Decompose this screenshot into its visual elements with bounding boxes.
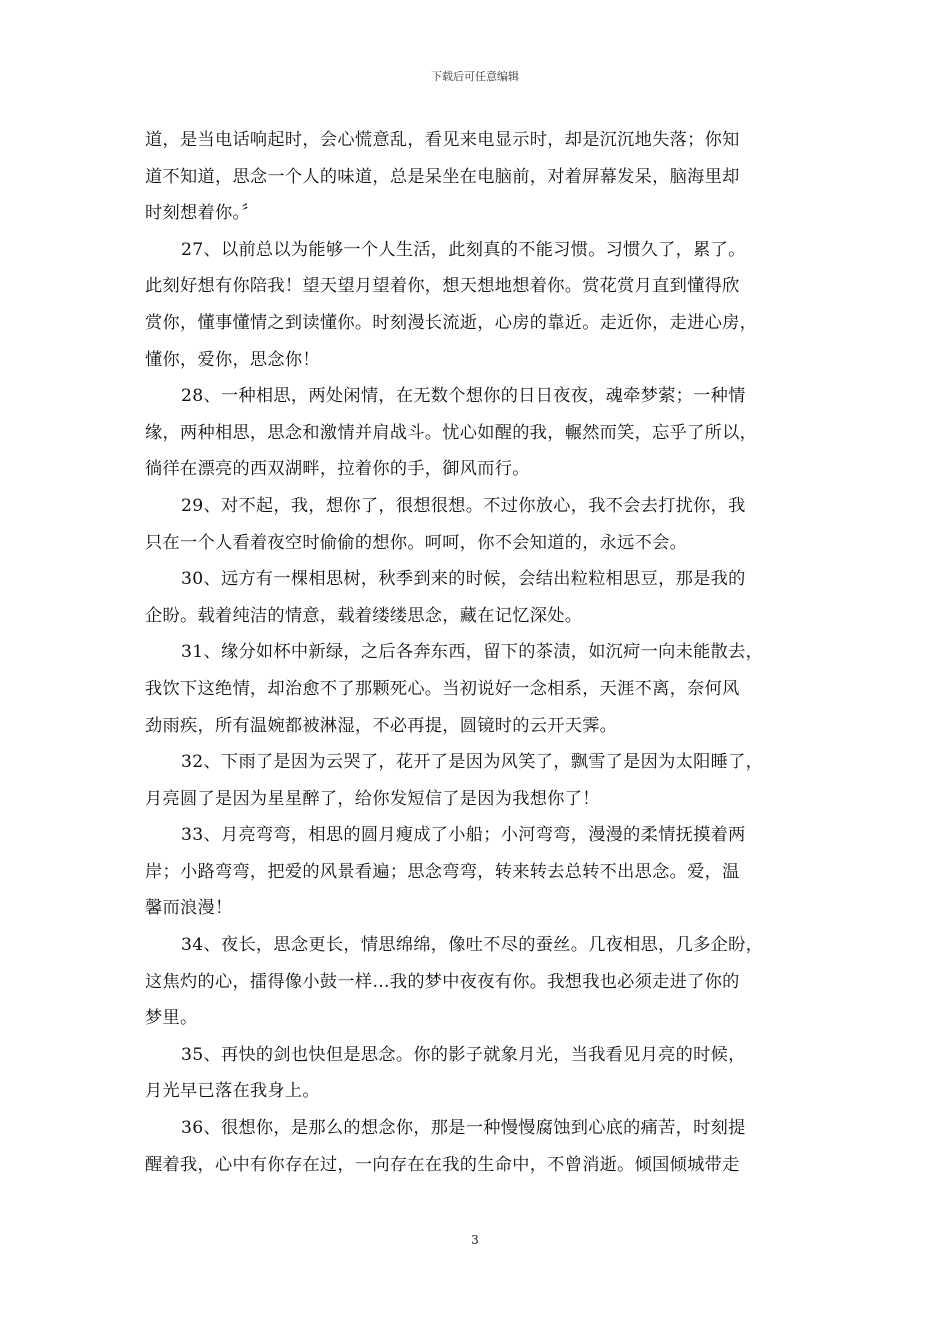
text-line: 33、月亮弯弯，相思的圆月瘦成了小船；小河弯弯，漫漫的柔情抚摸着两 [181,825,746,846]
text-line: 劲雨疾，所有温婉都被淋湿，不必再提，圆镜时的云开天霁。 [145,715,618,736]
text-line: 岸；小路弯弯，把爱的风景看遍；思念弯弯，转来转去总转不出思念。爱，温 [145,861,740,882]
text-line: 我饮下这绝情，却治愈不了那颗死心。当初说好一念相系，天涯不离，奈何风 [145,678,740,699]
page-number: 3 [471,1233,479,1247]
text-line: 32、下雨了是因为云哭了，花开了是因为风笑了，飘雪了是因为太阳睡了， [181,752,764,773]
text-line: 懂你，爱你，思念你！ [145,349,320,370]
text-line: 36、很想你，是那么的想念你，那是一种慢慢腐蚀到心底的痛苦，时刻提 [181,1118,746,1139]
text-line: 道不知道，思念一个人的味道，总是呆坐在电脑前，对着屏幕发呆，脑海里却 [145,166,740,187]
text-line: 缘，两种相思，思念和激情并肩战斗。忧心如醒的我，輾然而笑，忘乎了所以， [145,422,758,443]
text-line: 31、缘分如杯中新绿，之后各奔东西，留下的茶渍，如沉疴一向未能散去， [181,642,764,663]
text-line: 此刻好想有你陪我！望天望月望着你，想天想地想着你。赏花赏月直到懂得欣 [145,276,740,297]
text-line: 赏你，懂事懂情之到读懂你。时刻漫长流逝，心房的靠近。走近你，走进心房， [145,312,758,333]
text-line: 月亮圆了是因为星星醉了，给你发短信了是因为我想你了！ [145,788,600,809]
text-line: 28、一种相思，两处闲情，在无数个想你的日日夜夜，魂牵梦萦；一种情 [181,386,746,407]
text-line: 29、对不起，我，想你了，很想很想。不过你放心，我不会去打扰你，我 [181,495,746,516]
text-line: 这焦灼的心，擂得像小鼓一样…我的梦中夜夜有你。我想我也必须走进了你的 [145,971,740,992]
text-line: 馨而浪漫！ [145,898,233,919]
document-body [145,122,817,1183]
text-line: 徜徉在漂亮的西双湖畔，拉着你的手，御风而行。 [145,459,530,480]
text-line: 35、再快的剑也快但是思念。你的影子就象月光，当我看见月亮的时候， [181,1044,746,1065]
text-line: 34、夜长，思念更长，情思绵绵，像吐不尽的蚕丝。几夜相思，几多企盼， [181,935,764,956]
text-line: 27、以前总以为能够一个人生活，此刻真的不能习惯。习惯久了，累了。 [181,239,746,260]
text-line: 企盼。载着纯洁的情意，载着缕缕思念，藏在记忆深处。 [145,605,583,626]
text-line: 月光早已落在我身上。 [145,1081,320,1102]
text-line: 道，是当电话响起时，会心慌意乱，看见来电显示时，却是沉沉地失落；你知 [145,130,740,150]
page-header: 下载后可任意编辑 [431,70,519,83]
text-line: 梦里。 [145,1008,198,1029]
text-line: 醒着我，心中有你存在过，一向存在在我的生命中，不曾消逝。倾国倾城带走 [145,1154,740,1175]
text-line: 30、远方有一棵相思树，秋季到来的时候，会结出粒粒相思豆，那是我的 [181,569,746,590]
text-line: 只在一个人看着夜空时偷偷的想你。呵呵，你不会知道的，永远不会。 [145,532,688,553]
text-line: 时刻想着你。〞 [145,203,259,224]
